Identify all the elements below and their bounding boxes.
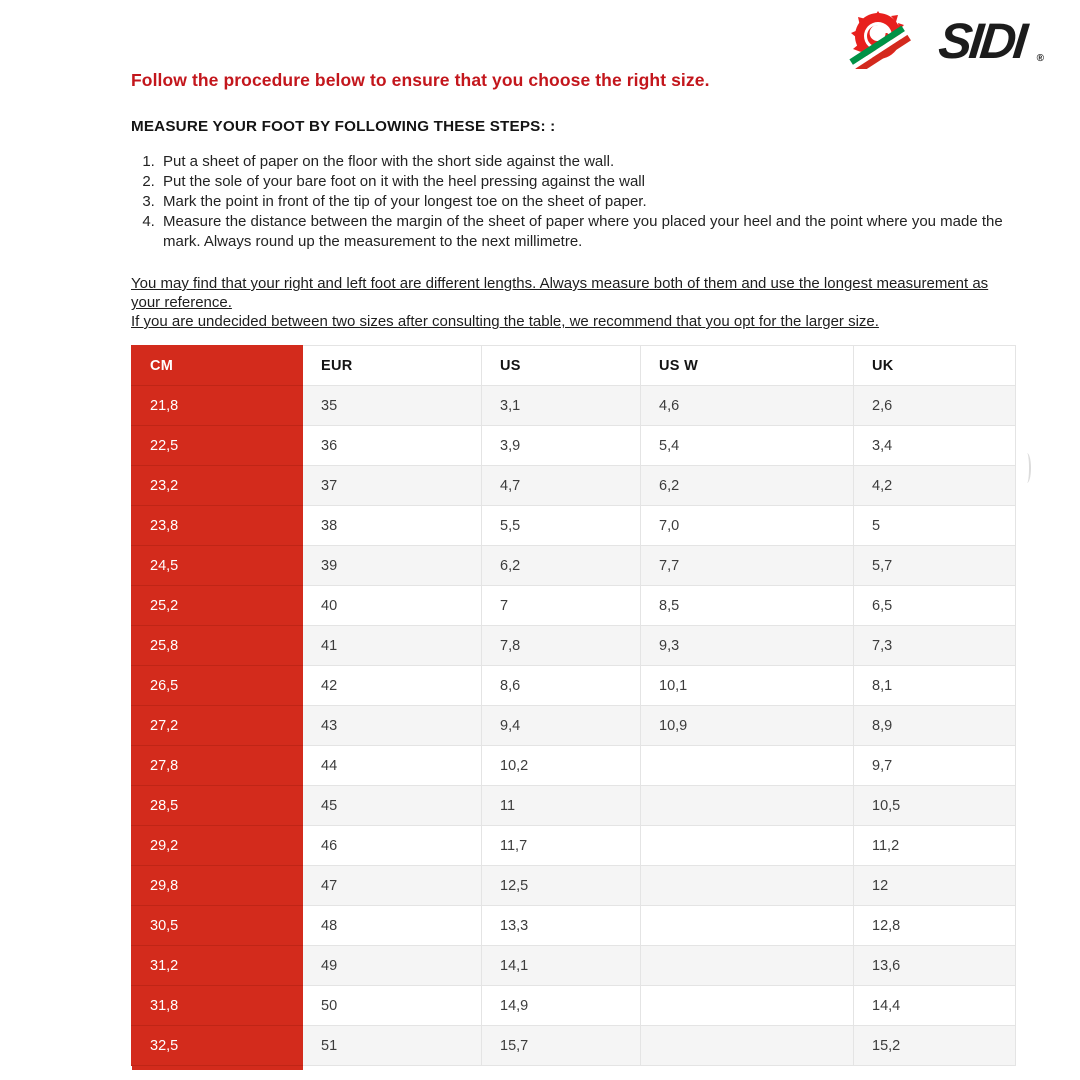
notes-block (131, 274, 1015, 331)
cm-cell: 31,2 (132, 946, 303, 986)
size-cell: 41 (303, 626, 482, 666)
size-cell: 4,7 (482, 466, 641, 506)
scrollbar-remnant[interactable] (1023, 453, 1031, 483)
step-item: 4. Measure the distance between the margin of the sheet of paper where you placed your heel and the point where you made the mark. Always round up the measurement to the next millimetre. (159, 212, 1015, 252)
table-row (132, 866, 1016, 906)
cm-cell: 22,5 (132, 426, 303, 466)
note-measure-both-feet: You may find that your right and left foot are different lengths. Always measure both of them and use the longest measurement as your reference. (131, 275, 989, 311)
size-cell: 48 (303, 906, 482, 946)
note-larger-size: If you are undecided between two sizes after consulting the table, we recommend that you opt for the larger size. (131, 313, 879, 330)
size-cell: 43 (303, 706, 482, 746)
table-row (132, 546, 1016, 586)
page-title: Follow the procedure below to ensure that you choose the right size. (131, 70, 710, 90)
main-content (131, 0, 1015, 1066)
cm-cell: 26,5 (132, 666, 303, 706)
column-header-us-w: US W (641, 346, 854, 386)
table-row (132, 506, 1016, 546)
size-cell: 50 (303, 986, 482, 1026)
step-item: 2. Put the sole of your bare foot on it with the heel pressing against the wall (159, 172, 1015, 192)
size-cell: 7,8 (482, 626, 641, 666)
steps-heading: MEASURE YOUR FOOT BY FOLLOWING THESE STEPS: : (131, 118, 556, 135)
cm-cell: 27,2 (132, 706, 303, 746)
step-item: 1. Put a sheet of paper on the floor with the short side against the wall. (159, 152, 1015, 172)
cm-cell: 29,2 (132, 826, 303, 866)
size-cell: 10,1 (641, 666, 854, 706)
size-cell (641, 1026, 854, 1066)
sidi-wordmark: SIDI (936, 13, 1028, 69)
column-header-cm: CM (132, 346, 303, 386)
size-cell: 39 (303, 546, 482, 586)
size-cell: 44 (303, 746, 482, 786)
table-row (132, 786, 1016, 826)
cm-cell: 21,8 (132, 386, 303, 426)
size-cell (641, 746, 854, 786)
size-cell: 13,6 (854, 946, 1016, 986)
size-conversion-table (131, 345, 1016, 1066)
size-cell (641, 826, 854, 866)
size-cell: 13,3 (482, 906, 641, 946)
size-cell (641, 866, 854, 906)
size-cell: 8,1 (854, 666, 1016, 706)
table-row (132, 826, 1016, 866)
size-cell: 35 (303, 386, 482, 426)
size-cell: 5,4 (641, 426, 854, 466)
step-item: 3. Mark the point in front of the tip of your longest toe on the sheet of paper. (159, 192, 1015, 212)
table-row (132, 466, 1016, 506)
size-cell: 7,3 (854, 626, 1016, 666)
size-cell: 4,2 (854, 466, 1016, 506)
size-cell: 14,9 (482, 986, 641, 1026)
size-cell: 5 (854, 506, 1016, 546)
size-cell: 12 (854, 866, 1016, 906)
size-cell: 7,7 (641, 546, 854, 586)
size-cell: 47 (303, 866, 482, 906)
size-cell: 14,4 (854, 986, 1016, 1026)
table-row (132, 946, 1016, 986)
size-cell: 51 (303, 1026, 482, 1066)
cm-cell: 23,8 (132, 506, 303, 546)
size-cell: 11,7 (482, 826, 641, 866)
size-cell: 45 (303, 786, 482, 826)
size-cell: 4,6 (641, 386, 854, 426)
column-header-eur: EUR (303, 346, 482, 386)
size-cell: 7 (482, 586, 641, 626)
size-cell: 8,6 (482, 666, 641, 706)
registered-mark: ® (1036, 53, 1044, 64)
table-row (132, 746, 1016, 786)
column-header-uk: UK (854, 346, 1016, 386)
size-cell: 10,9 (641, 706, 854, 746)
size-cell: 8,5 (641, 586, 854, 626)
size-cell: 46 (303, 826, 482, 866)
size-table-header-row (132, 346, 1016, 386)
cm-cell: 25,8 (132, 626, 303, 666)
size-cell: 40 (303, 586, 482, 626)
table-row (132, 426, 1016, 466)
size-cell: 5,7 (854, 546, 1016, 586)
size-cell: 38 (303, 506, 482, 546)
size-cell: 37 (303, 466, 482, 506)
table-row (132, 586, 1016, 626)
cm-cell: 27,8 (132, 746, 303, 786)
table-row (132, 626, 1016, 666)
size-cell: 9,4 (482, 706, 641, 746)
size-cell: 15,7 (482, 1026, 641, 1066)
size-cell: 36 (303, 426, 482, 466)
size-cell: 14,1 (482, 946, 641, 986)
cm-cell: 24,5 (132, 546, 303, 586)
size-cell: 42 (303, 666, 482, 706)
size-cell: 9,7 (854, 746, 1016, 786)
size-cell (641, 986, 854, 1026)
size-cell (641, 906, 854, 946)
size-cell: 8,9 (854, 706, 1016, 746)
size-cell: 10,2 (482, 746, 641, 786)
size-cell (641, 946, 854, 986)
size-cell: 2,6 (854, 386, 1016, 426)
cm-cell: 31,8 (132, 986, 303, 1026)
table-row (132, 706, 1016, 746)
cm-cell: 32,5 (132, 1026, 303, 1066)
measuring-steps-list (131, 152, 1015, 252)
size-cell: 49 (303, 946, 482, 986)
cm-cell: 29,8 (132, 866, 303, 906)
size-cell: 12,8 (854, 906, 1016, 946)
cm-cell: 23,2 (132, 466, 303, 506)
table-row (132, 986, 1016, 1026)
column-header-us: US (482, 346, 641, 386)
size-cell: 10,5 (854, 786, 1016, 826)
size-cell: 7,0 (641, 506, 854, 546)
cm-cell: 28,5 (132, 786, 303, 826)
size-cell: 5,5 (482, 506, 641, 546)
size-cell: 9,3 (641, 626, 854, 666)
cm-cell: 25,2 (132, 586, 303, 626)
table-row (132, 386, 1016, 426)
table-row (132, 1026, 1016, 1066)
size-cell: 3,4 (854, 426, 1016, 466)
size-cell: 3,1 (482, 386, 641, 426)
size-cell: 11,2 (854, 826, 1016, 866)
cm-cell: 30,5 (132, 906, 303, 946)
size-cell (641, 786, 854, 826)
size-cell: 6,2 (641, 466, 854, 506)
size-cell: 6,2 (482, 546, 641, 586)
size-cell: 11 (482, 786, 641, 826)
size-cell: 12,5 (482, 866, 641, 906)
table-row (132, 666, 1016, 706)
size-table-body (132, 386, 1016, 1066)
size-cell: 3,9 (482, 426, 641, 466)
table-row (132, 906, 1016, 946)
size-cell: 6,5 (854, 586, 1016, 626)
size-cell: 15,2 (854, 1026, 1016, 1066)
